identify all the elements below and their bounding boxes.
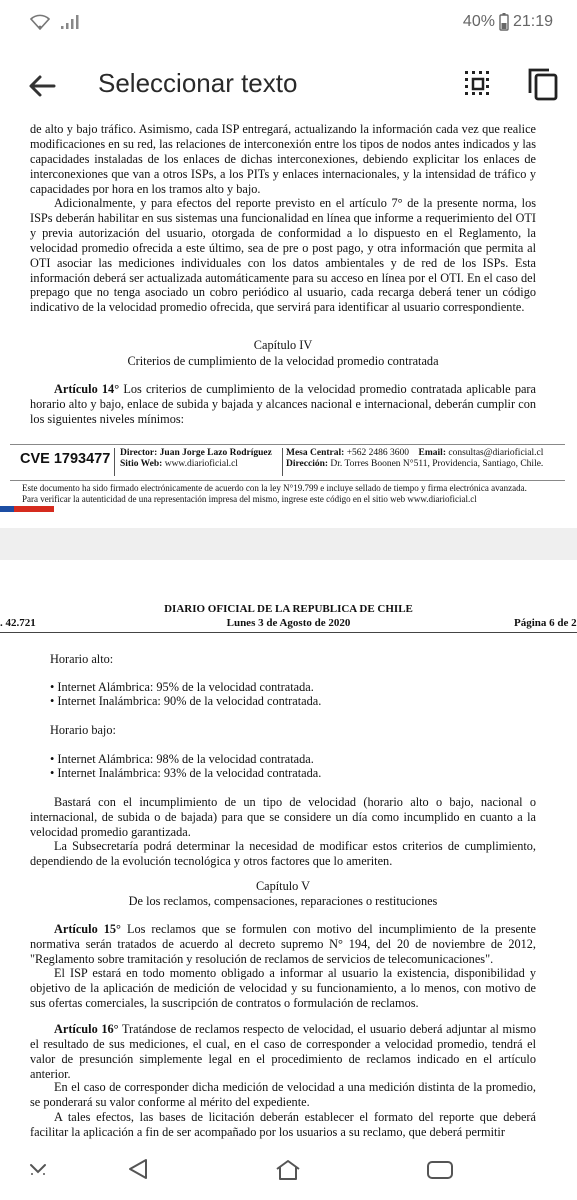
list-item: • Internet Inalámbrica: 90% de la velocidad contratada. xyxy=(50,694,322,708)
clock: 21:19 xyxy=(512,13,553,30)
edition-number: . 42.721 xyxy=(0,617,36,629)
paragraph-adicionalmente: Adicionalmente, y para efectos del reporte previsto en el artículo 7° de la presente norma, los ISPs deberán habilitar en sus sistemas una funcionalidad en línea que informe a requerimiento del OTI y previa autorización del usuario, otorgada de conformidad a lo dispuesto en el Reglamento, la velocidad promedio ofrecida a este último, sea de pre o post pago, y otra información que permita al OTI asociar las mediciones individuales con los datos ambientales y de red de los ISPs. Esta información deberá ser actualizada automáticamente para su acceso en línea por el OTI. En el caso del prepago que no tenga asociado un cobro periódico al usuario, cada recarga deberá tener un código indicativo de la velocidad promedio ofrecida, que servirá para identificar al usuario correspondiente. xyxy=(30,196,536,315)
chapter-iv-title: Criterios de cumplimiento de la velocidad promedio contratada xyxy=(127,354,439,368)
article-16-label: Artículo 16° xyxy=(54,1022,119,1036)
horario-alto-label: Horario alto: xyxy=(50,652,114,666)
paragraph-caso: En el caso de corresponder dicha medición de velocidad a una medición distinta de la promedio, se ponderará su valor conforme al mérito del expediente. xyxy=(30,1080,536,1109)
page-title: Seleccionar texto xyxy=(98,68,298,98)
signal-icon xyxy=(60,14,80,30)
navigation-bar xyxy=(0,1140,577,1200)
page-separator xyxy=(0,528,577,560)
battery-icon xyxy=(499,13,509,31)
list-item: • Internet Inalámbrica: 93% de la velocidad contratada. xyxy=(50,766,322,780)
article-14-label: Artículo 14° xyxy=(54,382,120,396)
footer-contact: Mesa Central: +562 2486 3600 Email: consultas@diarioficial.cl Dirección: Dr. Torres Boonen N°511, Providencia, Santiago, Chile. xyxy=(286,448,544,469)
hide-keyboard-icon[interactable] xyxy=(28,1162,48,1176)
status-bar xyxy=(0,0,577,46)
chile-flag-stripe xyxy=(0,506,577,512)
edition-date: Lunes 3 de Agosto de 2020 xyxy=(226,617,351,629)
list-item: • Internet Alámbrica: 98% de la velocidad contratada. xyxy=(50,752,314,766)
page-footer xyxy=(10,444,565,481)
chapter-v-heading: Capítulo V xyxy=(255,879,311,893)
footer-divider xyxy=(282,448,283,476)
footer-note: Este documento ha sido firmado electrónicamente de acuerdo con la ley N°19.799 e incluye sellado de tiempo y firma electrónica avanzada. Para verificar la autenticidad de una representación impresa del mismo, ingrese este código en el sitio web www.diarioficial.cl xyxy=(22,483,527,504)
article-14 xyxy=(30,382,536,427)
copy-icon[interactable] xyxy=(526,66,560,102)
back-nav-icon[interactable] xyxy=(126,1157,150,1181)
footer-divider xyxy=(114,448,115,476)
newspaper-title: DIARIO OFICIAL DE LA REPUBLICA DE CHILE xyxy=(164,603,413,615)
page-number: Página 6 de 2 xyxy=(514,617,577,629)
article-16-text: Tratándose de reclamos respecto de velocidad, el usuario deberá adjuntar al mismo el resultado de sus mediciones, el cual, en el caso de corresponder a velocidad promedio, tendrá el valor de presunción simplemente legal en el procedimiento de reclamos indicado en el artículo anterior. xyxy=(30,1022,536,1081)
footer-director: Director: Juan Jorge Lazo Rodríguez Sitio Web: www.diarioficial.cl xyxy=(120,448,272,469)
paragraph-tales: A tales efectos, las bases de licitación deberán establecer el formato del reporte que deberá facilitar la aplicación a fin de ser acompañado por los usuarios a su reclamo, que deberá permitir xyxy=(30,1110,536,1139)
horario-bajo-label: Horario bajo: xyxy=(50,723,116,737)
paragraph-subsecretaria: La Subsecretaría podrá determinar la necesidad de modificar estos criterios de cumplimiento, dependiendo de la evolución tecnológica y otros factores que lo ameriten. xyxy=(30,839,536,868)
article-16 xyxy=(30,1022,536,1082)
article-14-text: Los criterios de cumplimiento de la velocidad promedio contratada aplicable para horario alto y bajo, enlace de subida y bajada y alcances nacional e internacional, deberán cumplir con los siguientes niveles mínimos: xyxy=(30,382,536,426)
app-bar xyxy=(0,46,577,126)
back-arrow-icon[interactable] xyxy=(26,70,58,102)
chapter-v-title: De los reclamos, compensaciones, reparaciones o restituciones xyxy=(128,894,438,908)
article-15-text: Los reclamos que se formulen con motivo del incumplimiento de la presente normativa serán tratados de acuerdo al decreto supremo N° 194, del 20 de noviembre de 2012, "Reglamento sobre tramitación y resolución de reclamos de servicios de telecomunicaciones". xyxy=(30,922,536,966)
article-15-label: Artículo 15° xyxy=(54,922,121,936)
wifi-icon xyxy=(30,14,50,30)
paragraph-bastara: Bastará con el incumplimiento de un tipo de velocidad (horario alto o bajo, nacional o internacional, de subida o de bajada) para que se considere un día como incumplido en cuanto a la velocidad promedio garantizada. xyxy=(30,795,536,839)
recent-apps-icon[interactable] xyxy=(426,1159,454,1181)
battery-percent: 40% xyxy=(462,13,495,30)
list-item: • Internet Alámbrica: 95% de la velocidad contratada. xyxy=(50,680,314,694)
article-15 xyxy=(30,922,536,967)
paragraph-traffic: de alto y bajo tráfico. Asimismo, cada ISP entregará, actualizando la información cada vez que realice modificaciones en su red, las relaciones de interconexión entre los tipos de nodos antes indicados y las capacidades instaladas de los enlaces de dichas interconexiones, debiendo explicitar los enlaces de interconexiones que van a otros ISPs, a los PITs y enlaces internacionales, y la intensidad de tráfico y capacidades por hora en los tramos alto y bajo. xyxy=(30,122,536,196)
home-icon[interactable] xyxy=(274,1158,302,1182)
header-rule xyxy=(0,632,577,633)
paragraph-isp: El ISP estará en todo momento obligado a informar al usuario la existencia, disponibilidad y objetivo de la aplicación de medición de velocidad y su funcionamiento, a lo menos, con motivo de sus ofertas comerciales, la suscripción de contratos o formulación de reclamos. xyxy=(30,966,536,1010)
chapter-iv-heading: Capítulo IV xyxy=(253,338,313,352)
cve-code: CVE 1793477 xyxy=(20,451,111,467)
select-all-icon[interactable] xyxy=(462,68,494,100)
